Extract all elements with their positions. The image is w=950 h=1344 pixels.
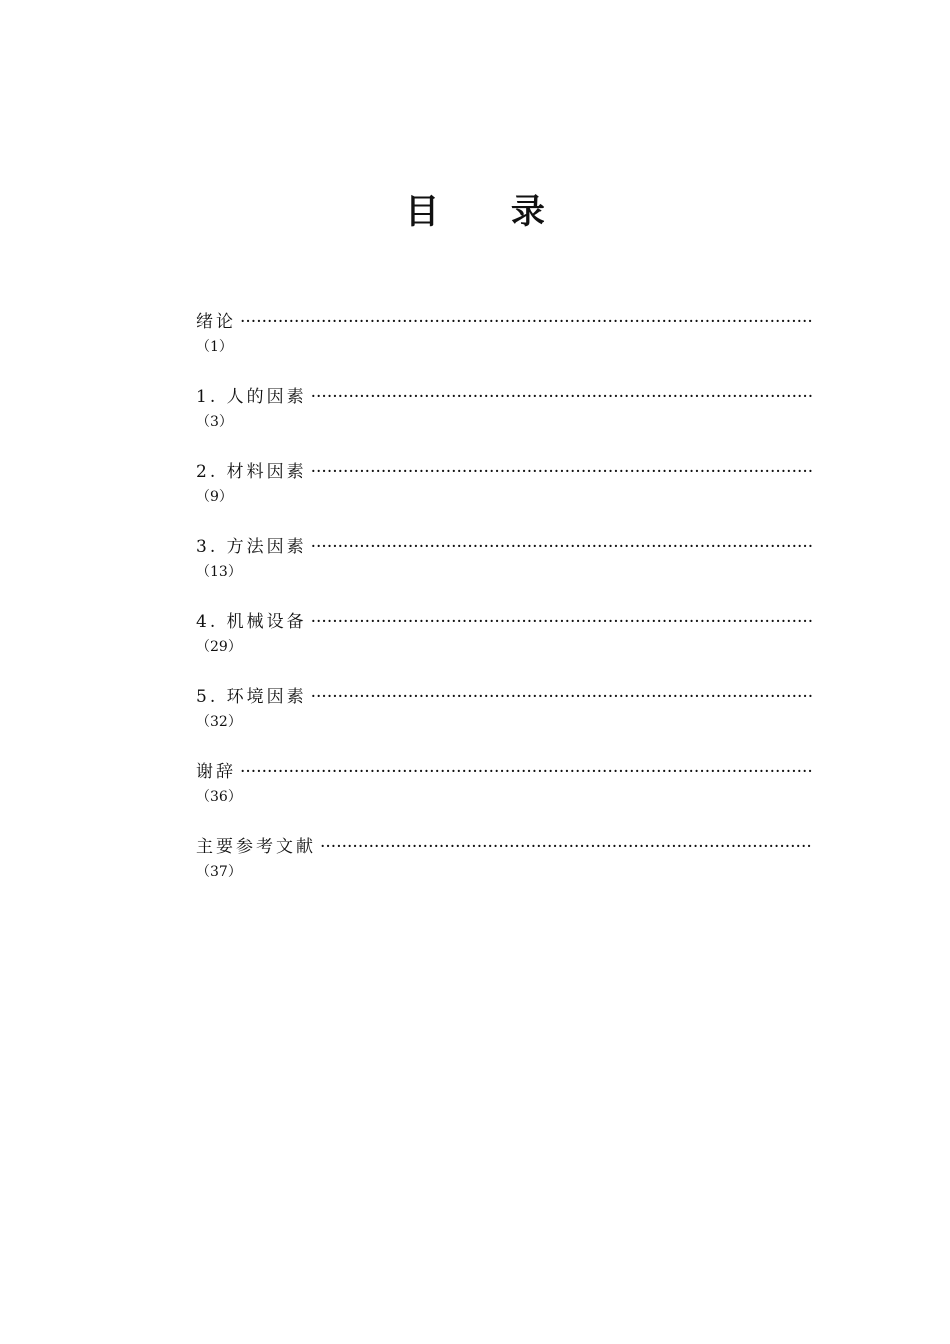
dot-leader [311, 608, 813, 636]
toc-entry-environment-factors[interactable] [196, 683, 813, 758]
page-title: 目 录 [405, 192, 575, 232]
toc-entry-label: 5. 环境因素 [196, 687, 307, 707]
dot-leader [240, 308, 813, 336]
toc-entry-label: 3. 方法因素 [196, 537, 307, 557]
toc-entry-references[interactable] [196, 833, 813, 908]
toc-entry-page: （36） [196, 789, 242, 805]
dot-leader [311, 533, 813, 561]
toc-entry-page: （9） [196, 489, 233, 505]
toc-entry-page: （32） [196, 714, 242, 730]
toc-entry-page: （37） [196, 864, 242, 880]
toc-entry-page: （13） [196, 564, 242, 580]
table-of-contents [196, 308, 813, 908]
toc-entry-material-factors[interactable] [196, 458, 813, 533]
toc-entry-human-factors[interactable] [196, 383, 813, 458]
toc-entry-label: 主要参考文献 [196, 837, 316, 857]
toc-entry-acknowledgements[interactable] [196, 758, 813, 833]
toc-entry-introduction[interactable] [196, 308, 813, 383]
toc-entry-machinery[interactable] [196, 608, 813, 683]
dot-leader [320, 833, 813, 861]
toc-entry-label: 1. 人的因素 [196, 387, 307, 407]
toc-entry-label: 2. 材料因素 [196, 462, 307, 482]
dot-leader [311, 458, 813, 486]
toc-entry-method-factors[interactable] [196, 533, 813, 608]
dot-leader [240, 758, 813, 786]
toc-entry-page: （29） [196, 639, 242, 655]
toc-entry-label: 绪论 [196, 312, 236, 332]
toc-entry-page: （1） [196, 339, 233, 355]
dot-leader [311, 683, 813, 711]
toc-entry-page: （3） [196, 414, 233, 430]
toc-entry-label: 谢辞 [196, 762, 236, 782]
dot-leader [311, 383, 813, 411]
toc-entry-label: 4. 机械设备 [196, 612, 307, 632]
